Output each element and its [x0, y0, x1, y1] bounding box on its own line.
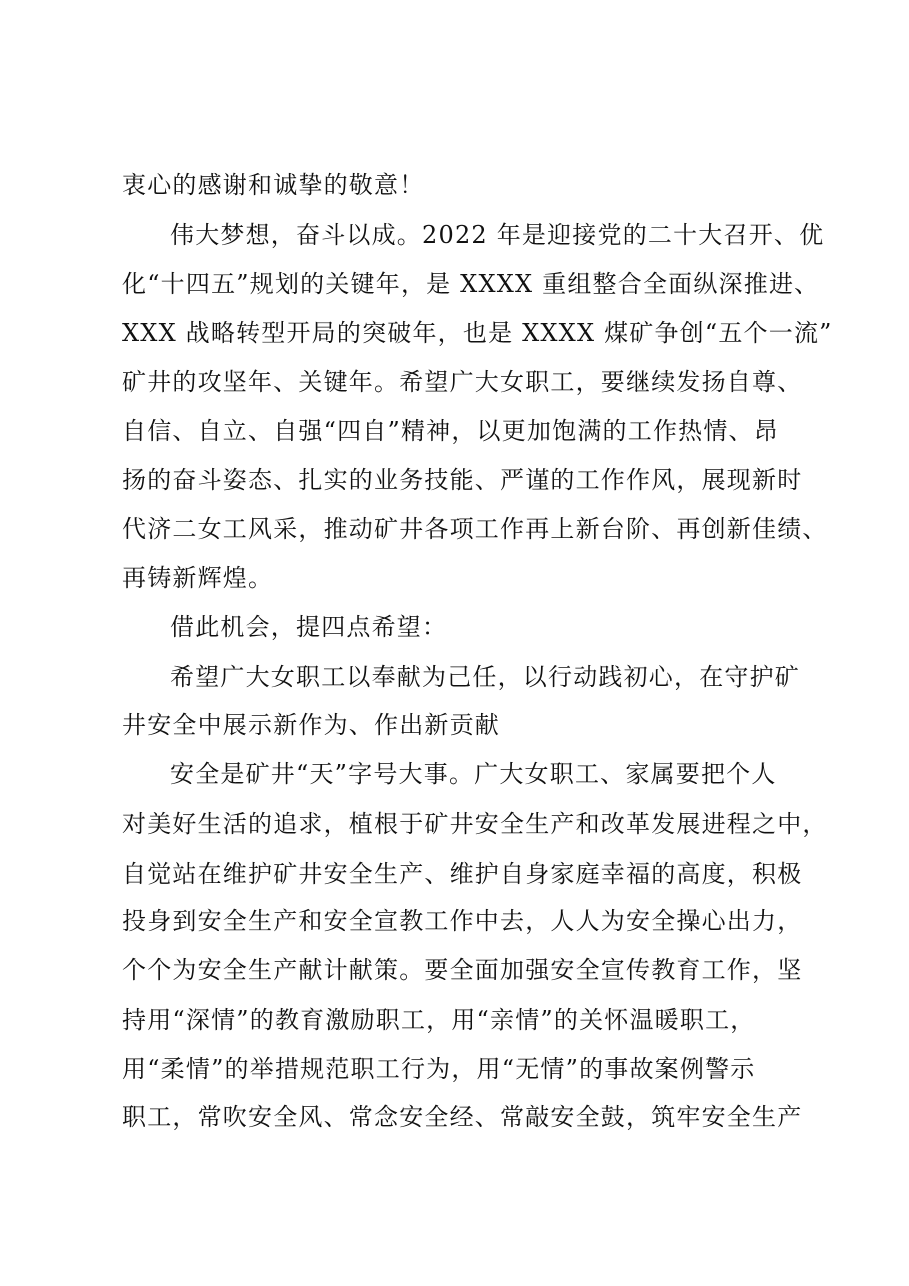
text-line: 对美好生活的追求，植根于矿井安全生产和改革发展进程之中， — [122, 810, 828, 838]
text-line: 代济二女工风采，推动矿井各项工作再上新台阶、再创新佳绩、 — [122, 515, 828, 543]
text-line: 投身到安全生产和安全宣教工作中去，人人为安全操心出力， — [122, 907, 803, 935]
text-line: 自信、自立、自强“四自”精神，以更加饱满的工作热情、昂 — [122, 417, 779, 445]
text-line: 用“柔情”的举措规范职工行为，用“无情”的事故案例警示 — [122, 1055, 756, 1083]
text-line: XXX 战略转型开局的突破年，也是 XXXX 煤矿争创“五个一流” — [122, 319, 833, 347]
text-line: 自觉站在维护矿井安全生产、维护自身家庭幸福的高度，积极 — [122, 860, 803, 888]
section-heading-line: 希望广大女职工以奉献为己任，以行动践初心，在守护矿 — [170, 663, 800, 691]
text-line: 化“十四五”规划的关键年，是 XXXX 重组整合全面纵深推进、 — [122, 270, 820, 298]
paragraph-start-line: 借此机会，提四点希望： — [170, 613, 448, 641]
text-line: 再铸新辉煌。 — [122, 564, 274, 592]
text-line: 职工，常吹安全风、常念安全经、常敲安全鼓，筑牢安全生产 — [122, 1103, 803, 1131]
text-line: 衷心的感谢和诚挚的敬意！ — [122, 171, 425, 199]
text-line: 矿井的攻坚年、关键年。希望广大女职工，要继续发扬自尊、 — [122, 368, 803, 396]
text-line: 个个为安全生产献计献策。要全面加强安全宣传教育工作，坚 — [122, 956, 803, 984]
paragraph-start-line: 安全是矿井“天”字号大事。广大女职工、家属要把个人 — [170, 760, 777, 788]
paragraph-start-line: 伟大梦想，奋斗以成。2022 年是迎接党的二十大召开、优 — [170, 221, 825, 249]
text-line: 持用“深情”的教育激励职工，用“亲情”的关怀温暖职工， — [122, 1006, 756, 1034]
section-heading-line: 井安全中展示新作为、作出新贡献 — [122, 711, 500, 739]
text-line: 扬的奋斗姿态、扎实的业务技能、严谨的工作作风，展现新时 — [122, 466, 803, 494]
